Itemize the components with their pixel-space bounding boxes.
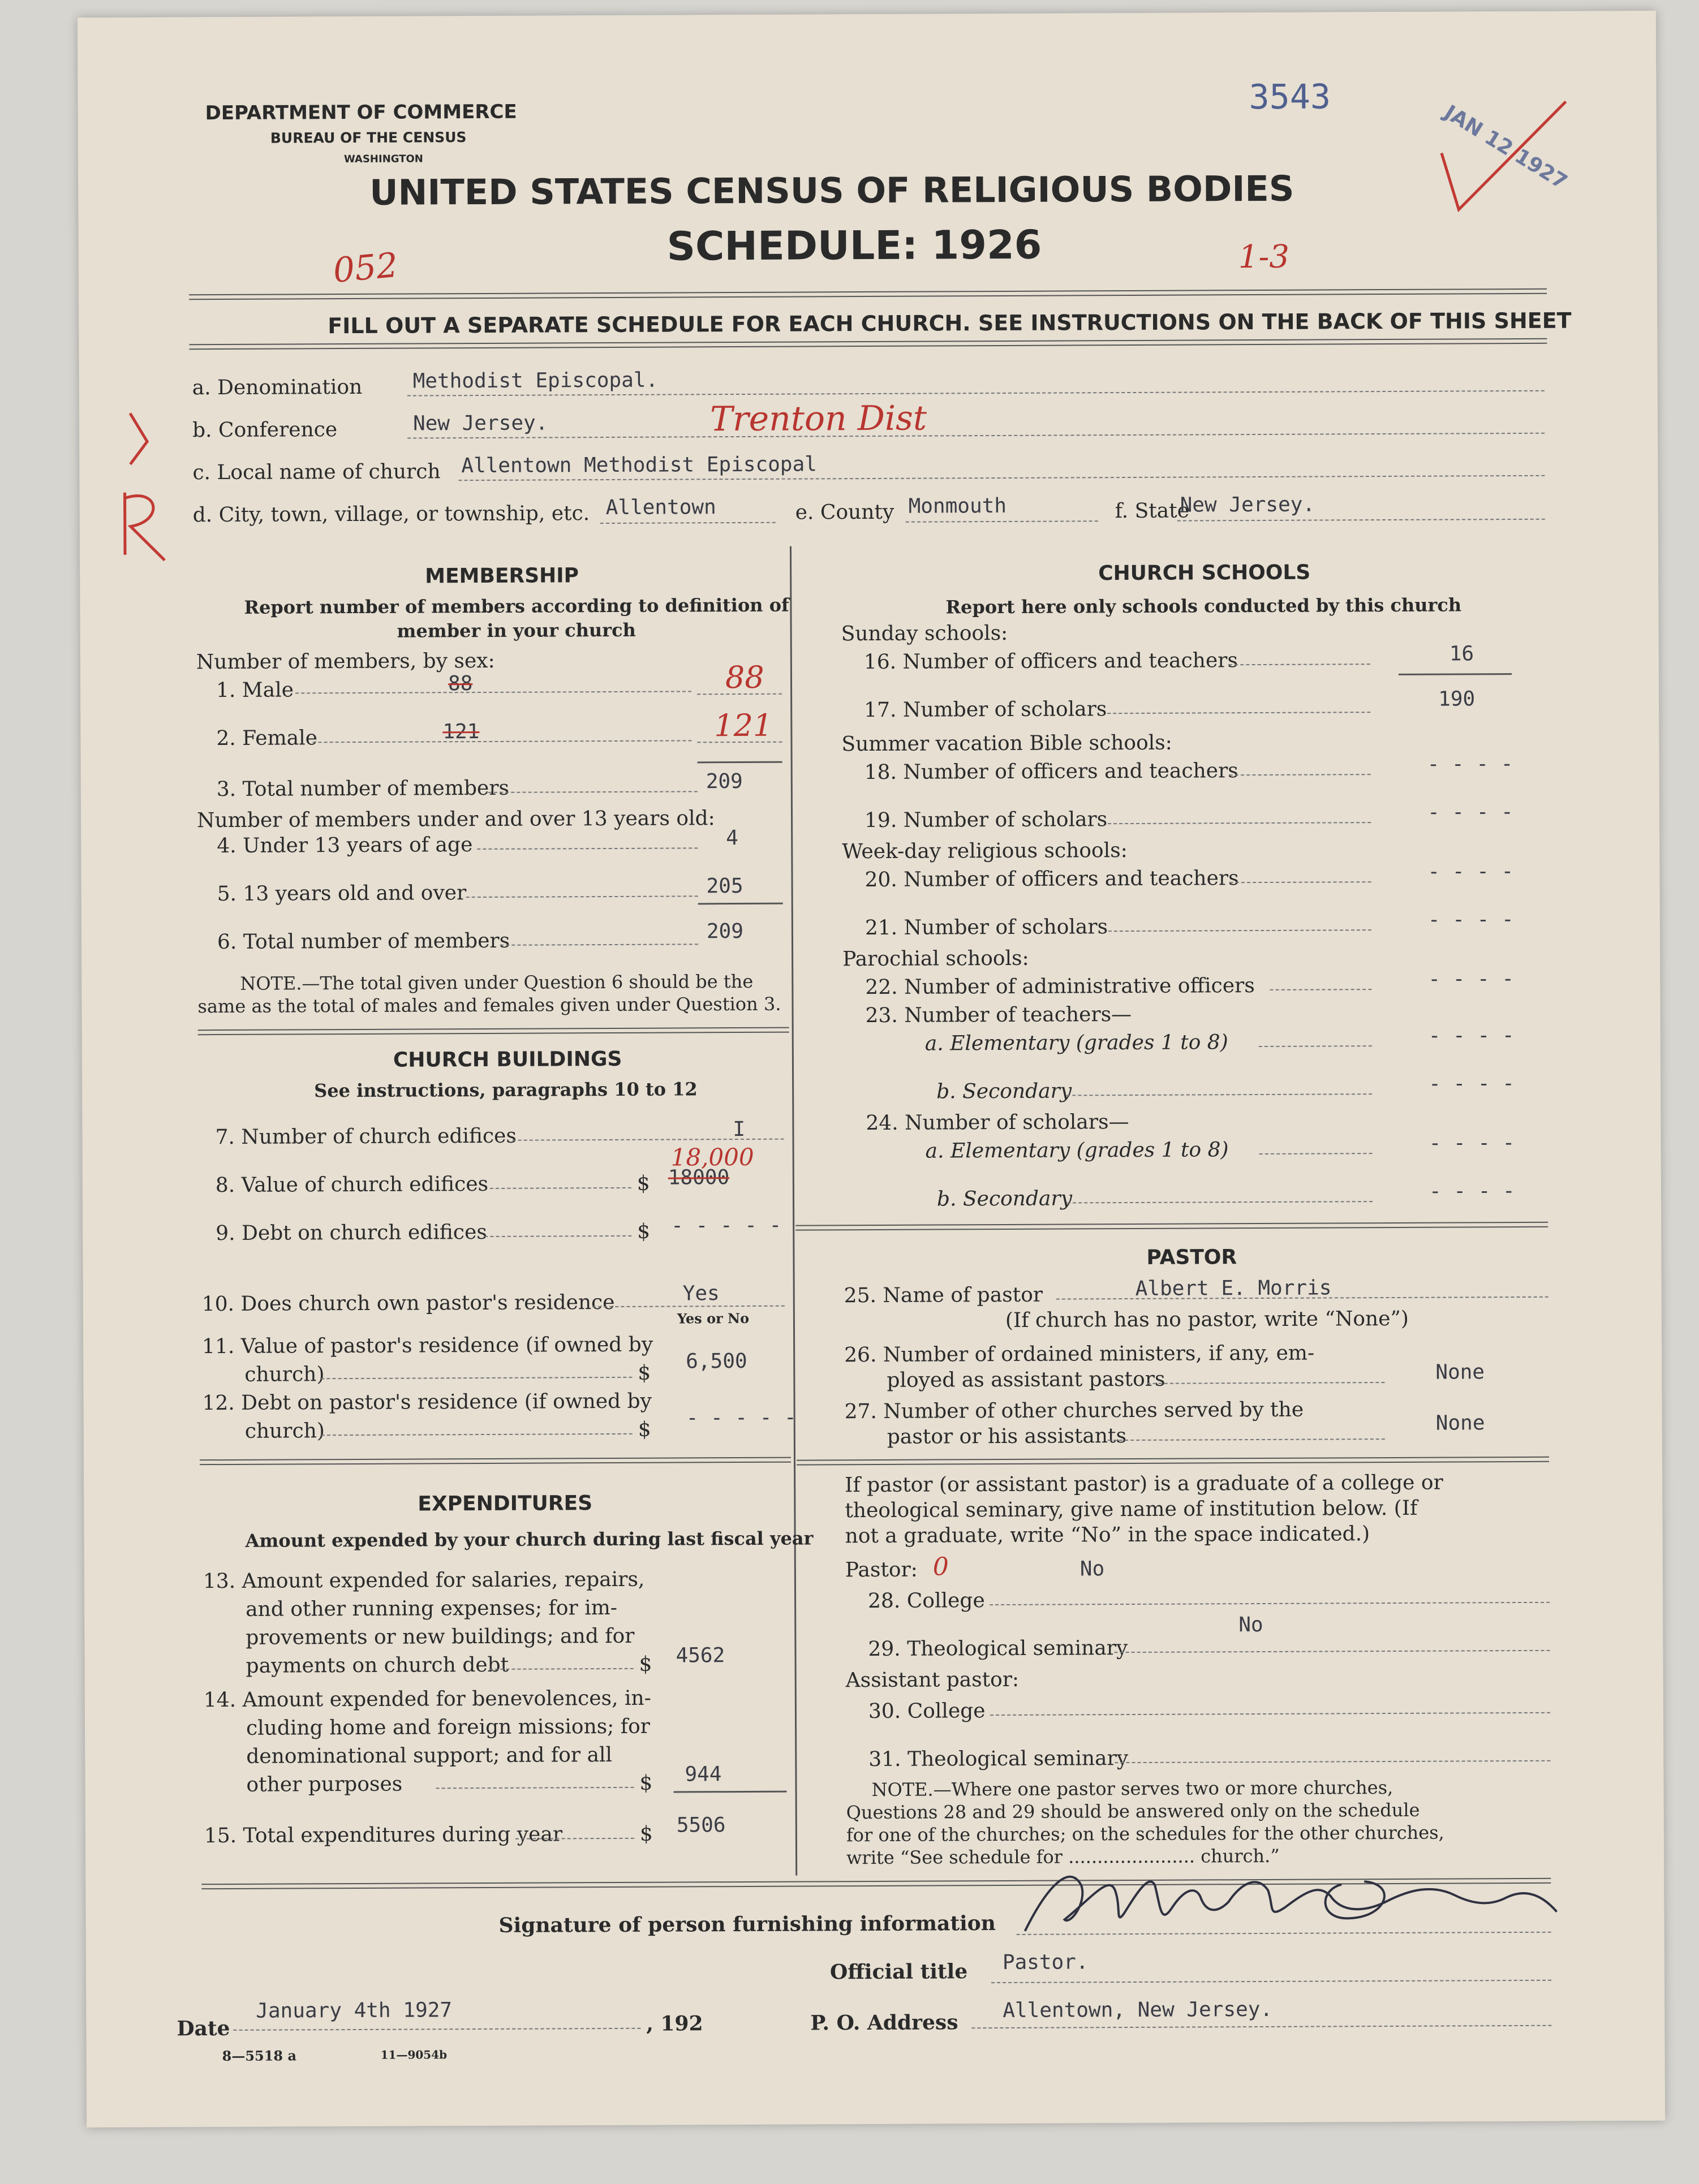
county-value: Monmouth	[908, 494, 1007, 518]
form-title: UNITED STATES CENSUS OF RELIGIOUS BODIES	[369, 167, 1294, 213]
q15-dollar: $	[639, 1822, 653, 1846]
q9-debt-value: - - - - -	[671, 1213, 782, 1238]
buildings-intro: See instructions, paragraphs 10 to 12	[314, 1078, 698, 1102]
department-name: DEPARTMENT OF COMMERCE	[205, 100, 517, 125]
q14-label-2: cluding home and foreign missions; for	[246, 1715, 651, 1740]
q23a-value: - - - -	[1428, 1024, 1515, 1048]
q8-value-hand: 18,000	[670, 1143, 754, 1171]
church-name-label: c. Local name of church	[192, 460, 441, 485]
summer-schools-label: Summer vacation Bible schools:	[841, 731, 1172, 756]
church-name-value: Allentown Methodist Episcopal	[461, 453, 817, 478]
q24a-value: - - - -	[1429, 1131, 1515, 1155]
q20-label: 20. Number of officers and teachers	[864, 867, 1239, 892]
q13-label-3: provements or new buildings; and for	[246, 1624, 635, 1649]
check-mark-icon	[1436, 96, 1572, 221]
q27-label-2: pastor or his assistants	[887, 1424, 1127, 1449]
q26-value: None	[1435, 1360, 1485, 1384]
official-title-label: Official title	[829, 1959, 968, 1984]
q13-value: 4562	[676, 1644, 725, 1668]
q8-value-label: 8. Value of church edifices	[215, 1172, 489, 1197]
q13-label-2: and other running expenses; for im-	[246, 1596, 618, 1621]
graduate-instruction: If pastor (or assistant pastor) is a graduate of a college or	[845, 1471, 1443, 1497]
q23b-label: b. Secondary	[936, 1079, 1072, 1104]
q31-label: 31. Theological seminary	[868, 1747, 1129, 1772]
handwritten-range: 1-3	[1238, 238, 1290, 276]
q1-male-typed: 88	[448, 672, 473, 696]
membership-intro-2: member in your church	[397, 619, 636, 642]
pastor-note-4: write “See schedule for ...................... church.”	[846, 1845, 1280, 1869]
q27-label: 27. Number of other churches served by the	[844, 1398, 1304, 1424]
q24b-value: - - - -	[1429, 1179, 1515, 1203]
q25-label: 25. Name of pastor	[844, 1283, 1043, 1308]
q15-total-label: 15. Total expenditures during year	[204, 1823, 563, 1848]
q24b-label: b. Secondary	[936, 1187, 1073, 1211]
q12-dollar: $	[638, 1418, 651, 1441]
membership-intro: Report number of members according to definition of	[244, 594, 789, 618]
q29-label: 29. Theological seminary	[868, 1636, 1128, 1661]
q12-debt-label-2: church)	[244, 1419, 325, 1443]
assistant-pastor-subheading: Assistant pastor:	[845, 1668, 1020, 1692]
county-label: e. County	[795, 500, 894, 524]
denomination-label: a. Denomination	[192, 375, 363, 400]
signature-image	[1002, 1850, 1568, 1954]
q6-total-label: 6. Total number of members	[217, 929, 510, 954]
q15-total-value: 5506	[676, 1813, 726, 1837]
membership-note: NOTE.—The total given under Question 6 should be the	[240, 970, 754, 994]
denomination-value: Methodist Episcopal.	[412, 368, 659, 393]
q1-male-hand: 88	[725, 659, 764, 696]
q26-label-2: ployed as assistant pastors	[887, 1367, 1165, 1392]
q24a-label: a. Elementary (grades 1 to 8)	[925, 1138, 1229, 1163]
q19-label: 19. Number of scholars	[864, 808, 1108, 833]
expenditures-intro: Amount expended by your church during last fiscal year	[245, 1527, 814, 1552]
date-label: Date	[177, 2016, 230, 2041]
q27-value: None	[1435, 1411, 1485, 1435]
q5-over13-label: 5. 13 years old and over	[217, 881, 467, 906]
graduate-instruction-2: theological seminary, give name of institution below. (If	[845, 1496, 1418, 1523]
q11-value-label-2: church)	[244, 1363, 325, 1386]
separate-schedule-instruction: FILL OUT A SEPARATE SCHEDULE FOR EACH CHURCH. SEE INSTRUCTIONS ON THE BACK OF THIS SHEET	[328, 308, 1572, 339]
q14-label: 14. Amount expended for benevolences, in-	[203, 1686, 651, 1712]
po-address-label: P. O. Address	[810, 2010, 958, 2035]
q14-value: 944	[685, 1763, 722, 1786]
buildings-heading: CHURCH BUILDINGS	[393, 1047, 622, 1072]
pastor-note-2: Questions 28 and 29 should be answered only on the schedule	[846, 1799, 1420, 1824]
q16-value: 16	[1449, 642, 1474, 666]
pastor-heading: PASTOR	[1146, 1246, 1237, 1269]
q18-value: - - - -	[1427, 752, 1513, 776]
q13-label-4: payments on church debt	[246, 1653, 509, 1678]
q13-dollar: $	[639, 1652, 652, 1676]
state-label: f. State	[1115, 499, 1190, 523]
pastor-subheading: Pastor:	[845, 1558, 918, 1582]
q7-edifices-label: 7. Number of church edifices	[215, 1124, 517, 1149]
q17-label: 17. Number of scholars	[864, 697, 1107, 722]
form-number: 8—5518 a	[222, 2047, 297, 2065]
q17-value: 190	[1438, 687, 1476, 711]
bureau-city: WASHINGTON	[343, 153, 423, 166]
serial-number: 3543	[1249, 77, 1331, 118]
q23a-label: a. Elementary (grades 1 to 8)	[924, 1031, 1228, 1056]
official-title-value: Pastor.	[1002, 1950, 1089, 1975]
parochial-schools-label: Parochial schools:	[842, 946, 1029, 971]
q16-label: 16. Number of officers and teachers	[863, 649, 1238, 674]
q14-label-3: denominational support; and for all	[246, 1743, 613, 1768]
q8-value-typed: 18000	[668, 1166, 730, 1190]
po-address-value: Allentown, New Jersey.	[1003, 1997, 1273, 2023]
state-value: New Jersey.	[1180, 493, 1315, 517]
schedule-year: SCHEDULE: 1926	[666, 221, 1042, 270]
column-divider	[790, 546, 797, 1876]
sunday-schools-label: Sunday schools:	[841, 621, 1008, 646]
q28-label: 28. College	[868, 1589, 985, 1613]
weekday-schools-label: Week-day religious schools:	[842, 839, 1128, 864]
q2-female-hand: 121	[714, 707, 773, 744]
expenditures-heading: EXPENDITURES	[418, 1492, 593, 1516]
q23b-value: - - - -	[1429, 1072, 1515, 1096]
pastor-note: NOTE.—Where one pastor serves two or more churches,	[871, 1776, 1393, 1801]
date-value: January 4th 1927	[256, 1998, 453, 2023]
q21-value: - - - -	[1427, 908, 1514, 932]
q1-male-label: 1. Male	[216, 678, 294, 703]
q2-female-label: 2. Female	[216, 726, 318, 751]
q25-hint: (If church has no pastor, write “None”)	[1005, 1307, 1409, 1332]
q11-dollar: $	[638, 1361, 651, 1385]
q4-under13-label: 4. Under 13 years of age	[217, 833, 473, 858]
q10-residence-value: Yes	[682, 1282, 720, 1306]
q28-value: No	[1079, 1557, 1105, 1581]
q14-label-4: other purposes	[246, 1772, 403, 1797]
q11-value-label: 11. Value of pastor's residence (if owned by	[202, 1333, 653, 1359]
city-label: d. City, town, village, or township, etc.	[192, 502, 590, 527]
census-schedule-sheet	[78, 11, 1665, 2127]
q19-value: - - - -	[1427, 800, 1513, 824]
q12-debt-label: 12. Debt on pastor's residence (if owned by	[202, 1389, 652, 1415]
q20-value: - - - -	[1427, 860, 1514, 884]
q18-label: 18. Number of officers and teachers	[864, 759, 1238, 785]
q7-edifices-value: I	[733, 1117, 746, 1141]
handwritten-code: 052	[331, 245, 400, 291]
received-date-stamp: JAN 12 1927	[1440, 101, 1571, 194]
members-by-age: Number of members under and over 13 years old:	[196, 807, 715, 833]
signature-label: Signature of person furnishing information	[498, 1911, 996, 1937]
membership-heading: MEMBERSHIP	[425, 564, 579, 588]
schools-intro: Report here only schools conducted by this church	[945, 594, 1462, 618]
q30-label: 30. College	[868, 1699, 986, 1724]
pastor-mark: 0	[932, 1552, 949, 1582]
conference-district-note: Trenton Dist	[709, 398, 927, 440]
q23-label: 23. Number of teachers—	[865, 1002, 1132, 1028]
conference-label: b. Conference	[192, 418, 338, 442]
q22-value: - - - -	[1428, 967, 1515, 991]
q13-label: 13. Amount expended for salaries, repairs,	[203, 1567, 645, 1593]
q25-pastor-name: Albert E. Morris	[1135, 1276, 1332, 1300]
q8-dollar: $	[636, 1171, 650, 1195]
members-by-sex: Number of members, by sex:	[196, 649, 495, 674]
date-suffix: , 192	[646, 2011, 703, 2036]
q9-debt-label: 9. Debt on church edifices	[216, 1220, 487, 1246]
q5-over13-value: 205	[706, 874, 743, 898]
q4-under13-value: 4	[726, 826, 738, 850]
graduate-instruction-3: not a graduate, write “No” in the space indicated.)	[845, 1522, 1370, 1548]
q6-total-value: 209	[706, 919, 744, 944]
q10-hint: Yes or No	[677, 1309, 750, 1327]
bureau-name: BUREAU OF THE CENSUS	[270, 129, 467, 147]
q11-value: 6,500	[686, 1349, 747, 1373]
margin-check-marks-icon	[107, 402, 187, 572]
q12-debt-value: - - - - -	[686, 1406, 797, 1430]
conference-value: New Jersey.	[412, 411, 548, 436]
print-code: 11—9054b	[380, 2048, 448, 2062]
q10-residence-label: 10. Does church own pastor's residence	[201, 1290, 615, 1316]
q21-label: 21. Number of scholars	[864, 915, 1108, 940]
city-value: Allentown	[605, 496, 716, 520]
schools-heading: CHURCH SCHOOLS	[1098, 561, 1311, 585]
q9-dollar: $	[637, 1220, 651, 1243]
q14-dollar: $	[639, 1771, 653, 1795]
q29-value: No	[1238, 1613, 1263, 1637]
pastor-note-3: for one of the churches; on the schedules for the other churches,	[846, 1821, 1444, 1846]
q22-label: 22. Number of administrative officers	[865, 974, 1255, 1000]
q2-female-typed: 121	[442, 720, 480, 744]
q26-label: 26. Number of ordained ministers, if any, em-	[844, 1341, 1315, 1367]
q3-total-label: 3. Total number of members	[216, 776, 510, 802]
membership-note-2: same as the total of males and females given under Question 3.	[197, 993, 781, 1018]
q24-label: 24. Number of scholars—	[866, 1110, 1129, 1135]
q3-total-value: 209	[706, 769, 743, 794]
